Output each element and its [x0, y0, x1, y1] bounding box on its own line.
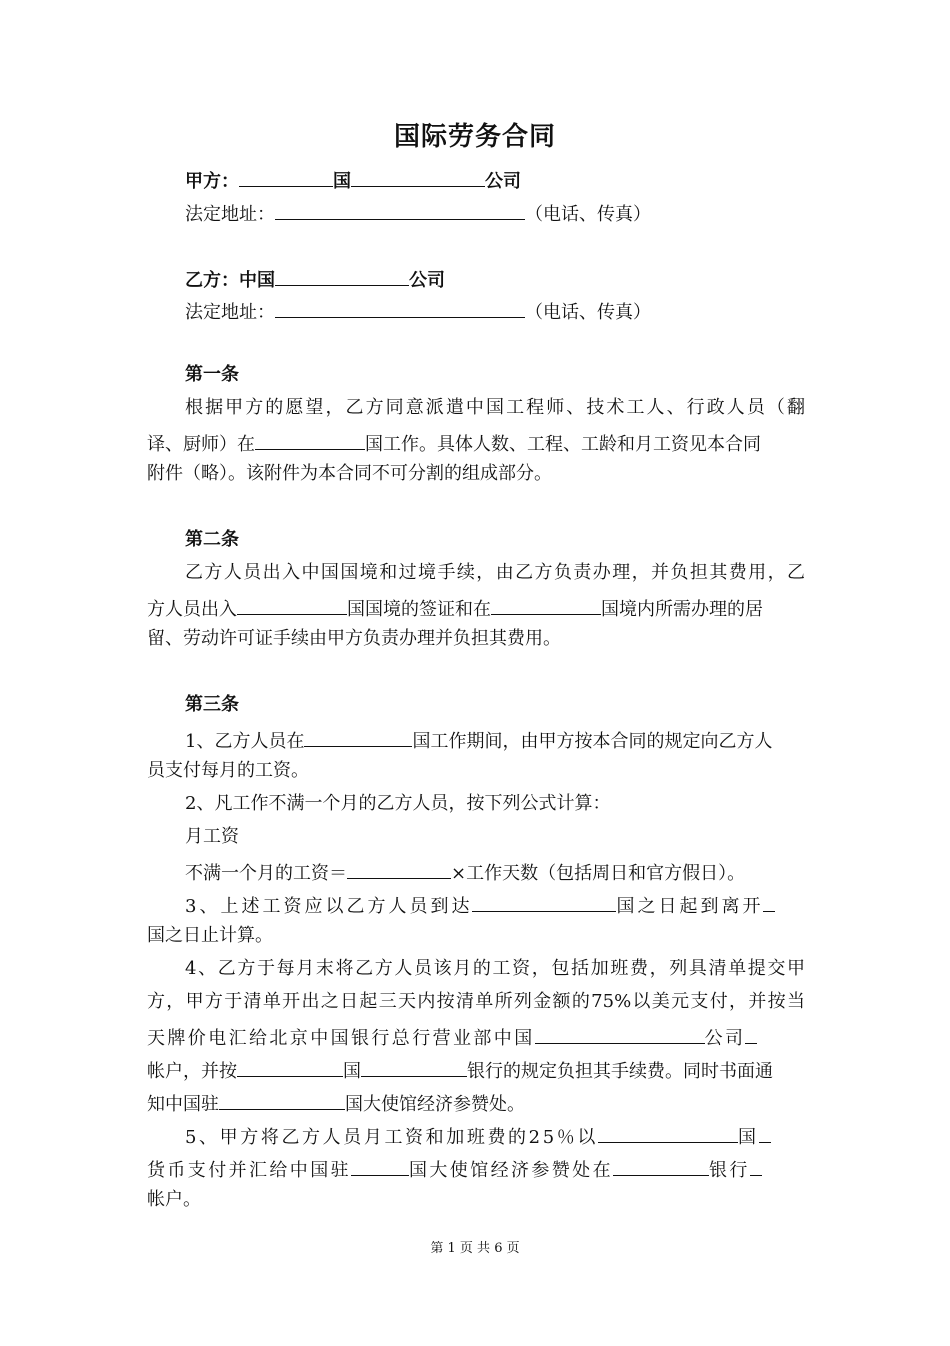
- article1-line2: [147, 429, 761, 457]
- article3-formula-blank: [347, 858, 451, 879]
- article3-p4-l4-c: 银行的规定负担其手续费。同时书面通: [467, 1061, 773, 1082]
- article3-p4-l5-b: 国大使馆经济参赞处。: [345, 1094, 525, 1115]
- article3-p4-l5-a: 知中国驻: [147, 1094, 219, 1115]
- article3-p4-blank-3: [219, 1089, 345, 1110]
- party-a-address-line: [185, 199, 651, 227]
- article3-p3-line1: [185, 891, 775, 919]
- article3-p5-line3: 帐户。: [147, 1189, 201, 1210]
- article3-p4-line2: 方，甲方于清单开出之日起三天内按清单所列金额的75%以美元支付，并按当: [147, 991, 805, 1012]
- article1-country-blank: [255, 429, 365, 450]
- party-a-label: 甲方：: [185, 171, 239, 192]
- party-b-company-blank: [275, 265, 409, 286]
- party-a-address-label: 法定地址：: [185, 204, 275, 225]
- article2-line2-a: 方人员出入: [147, 599, 237, 620]
- article2-heading: 第二条: [185, 529, 239, 550]
- article3-p1-line2: 员支付每月的工资。: [147, 760, 309, 781]
- article2-line2: [147, 594, 763, 622]
- party-b-label: 乙方：中国: [185, 270, 275, 291]
- article3-p5-blank-3: [613, 1155, 709, 1176]
- party-b-line: [185, 265, 445, 293]
- article1-line1: 根据甲方的愿望，乙方同意派遣中国工程师、技术工人、行政人员（翻: [185, 397, 805, 418]
- party-a-address-blank: [275, 199, 525, 220]
- article2-blank-2: [491, 594, 601, 615]
- article3-p5-line1: [185, 1122, 771, 1150]
- party-a-company-blank: [351, 166, 485, 187]
- article1-line3: 附件（略）。该附件为本合同不可分割的组成部分。: [147, 463, 552, 484]
- article3-p1-a: 1、乙方人员在: [185, 731, 305, 752]
- article3-p4-company-blank: [535, 1023, 705, 1044]
- article3-formula-a: 不满一个月的工资＝: [185, 863, 347, 884]
- article1-heading: 第一条: [185, 364, 239, 385]
- party-b-address-label: 法定地址：: [185, 302, 275, 323]
- article3-p4-l3-a: 天牌价电汇给北京中国银行总行营业部中国: [147, 1028, 535, 1049]
- article3-p5-l2-a: 货币支付并汇给中国驻: [147, 1160, 351, 1181]
- article3-p3-b: 国之日起到离开: [616, 896, 764, 917]
- party-b-company-suffix: 公司: [409, 270, 445, 291]
- party-a-company-suffix: 公司: [485, 171, 521, 192]
- page-footer: 第 1 页 共 6 页: [430, 1241, 520, 1256]
- article2-line2-c: 国境内所需办理的居: [601, 599, 763, 620]
- article2-line3: 留、劳动许可证手续由甲方负责办理并负担其费用。: [147, 628, 561, 649]
- article3-p2-formula: [185, 858, 745, 886]
- article3-p3-line2: 国之日止计算。: [147, 925, 273, 946]
- party-b-contact-note: （电话、传真）: [525, 302, 651, 323]
- party-b-address-blank: [275, 297, 525, 318]
- article3-p3-blank: [472, 891, 616, 912]
- article3-p5-l1-a: 5、甲方将乙方人员月工资和加班费的25％以: [185, 1127, 598, 1148]
- article3-p3-a: 3、上述工资应以乙方人员到达: [185, 896, 473, 917]
- article3-p5-blank-1: [598, 1122, 738, 1143]
- article3-p4-tail-blank: [745, 1023, 757, 1044]
- article3-p5-blank-2: [351, 1155, 409, 1176]
- article2-line2-b: 国国境的签证和在: [347, 599, 491, 620]
- article3-p5-tail-blank-2: [750, 1155, 762, 1176]
- article3-p1-line1: [185, 726, 772, 754]
- article3-formula-b: ×工作天数（包括周日和官方假日）。: [451, 863, 746, 884]
- article3-p5-l1-b: 国: [737, 1127, 759, 1148]
- article3-heading: 第三条: [185, 694, 239, 715]
- article3-p1-b: 国工作期间，由甲方按本合同的规定向乙方人: [412, 731, 773, 752]
- article1-line2-b: 国工作。具体人数、工程、工龄和月工资见本合同: [365, 434, 761, 455]
- article3-p5-l2-c: 银行: [709, 1160, 750, 1181]
- article3-p2: 2、凡工作不满一个月的乙方人员，按下列公式计算：: [185, 793, 611, 814]
- article3-p5-tail-blank-1: [759, 1122, 771, 1143]
- party-a-line: [185, 166, 521, 194]
- article3-p4-l4-a: 帐户，并按: [147, 1061, 237, 1082]
- article3-p5-l2-b: 国大使馆经济参赞处在: [409, 1160, 613, 1181]
- article3-p4-blank-1: [237, 1056, 343, 1077]
- article3-p2-salary: 月工资: [185, 826, 239, 847]
- party-a-country-blank: [239, 166, 333, 187]
- article3-p4-line3: [147, 1023, 757, 1051]
- contract-title: 国际劳务合同: [393, 122, 556, 152]
- party-a-country-suffix: 国: [333, 171, 351, 192]
- article3-p4-line4: [147, 1056, 773, 1084]
- article2-blank-1: [237, 594, 347, 615]
- article3-p3-tail-blank: [763, 891, 775, 912]
- article3-p5-line2: [147, 1155, 762, 1183]
- article3-p1-blank: [304, 726, 412, 747]
- article3-p4-line1: 4、乙方于每月末将乙方人员该月的工资，包括加班费，列具清单提交甲: [185, 958, 805, 979]
- article3-p4-l3-b: 公司: [704, 1028, 746, 1049]
- article3-p4-blank-2: [361, 1056, 467, 1077]
- party-b-address-line: [185, 297, 651, 325]
- article3-p4-line5: [147, 1089, 525, 1117]
- party-a-contact-note: （电话、传真）: [525, 204, 651, 225]
- article1-line2-a: 译、厨师）在: [147, 434, 255, 455]
- article2-line1: 乙方人员出入中国国境和过境手续，由乙方负责办理，并负担其费用，乙: [185, 562, 805, 583]
- article3-p4-l4-b: 国: [343, 1061, 361, 1082]
